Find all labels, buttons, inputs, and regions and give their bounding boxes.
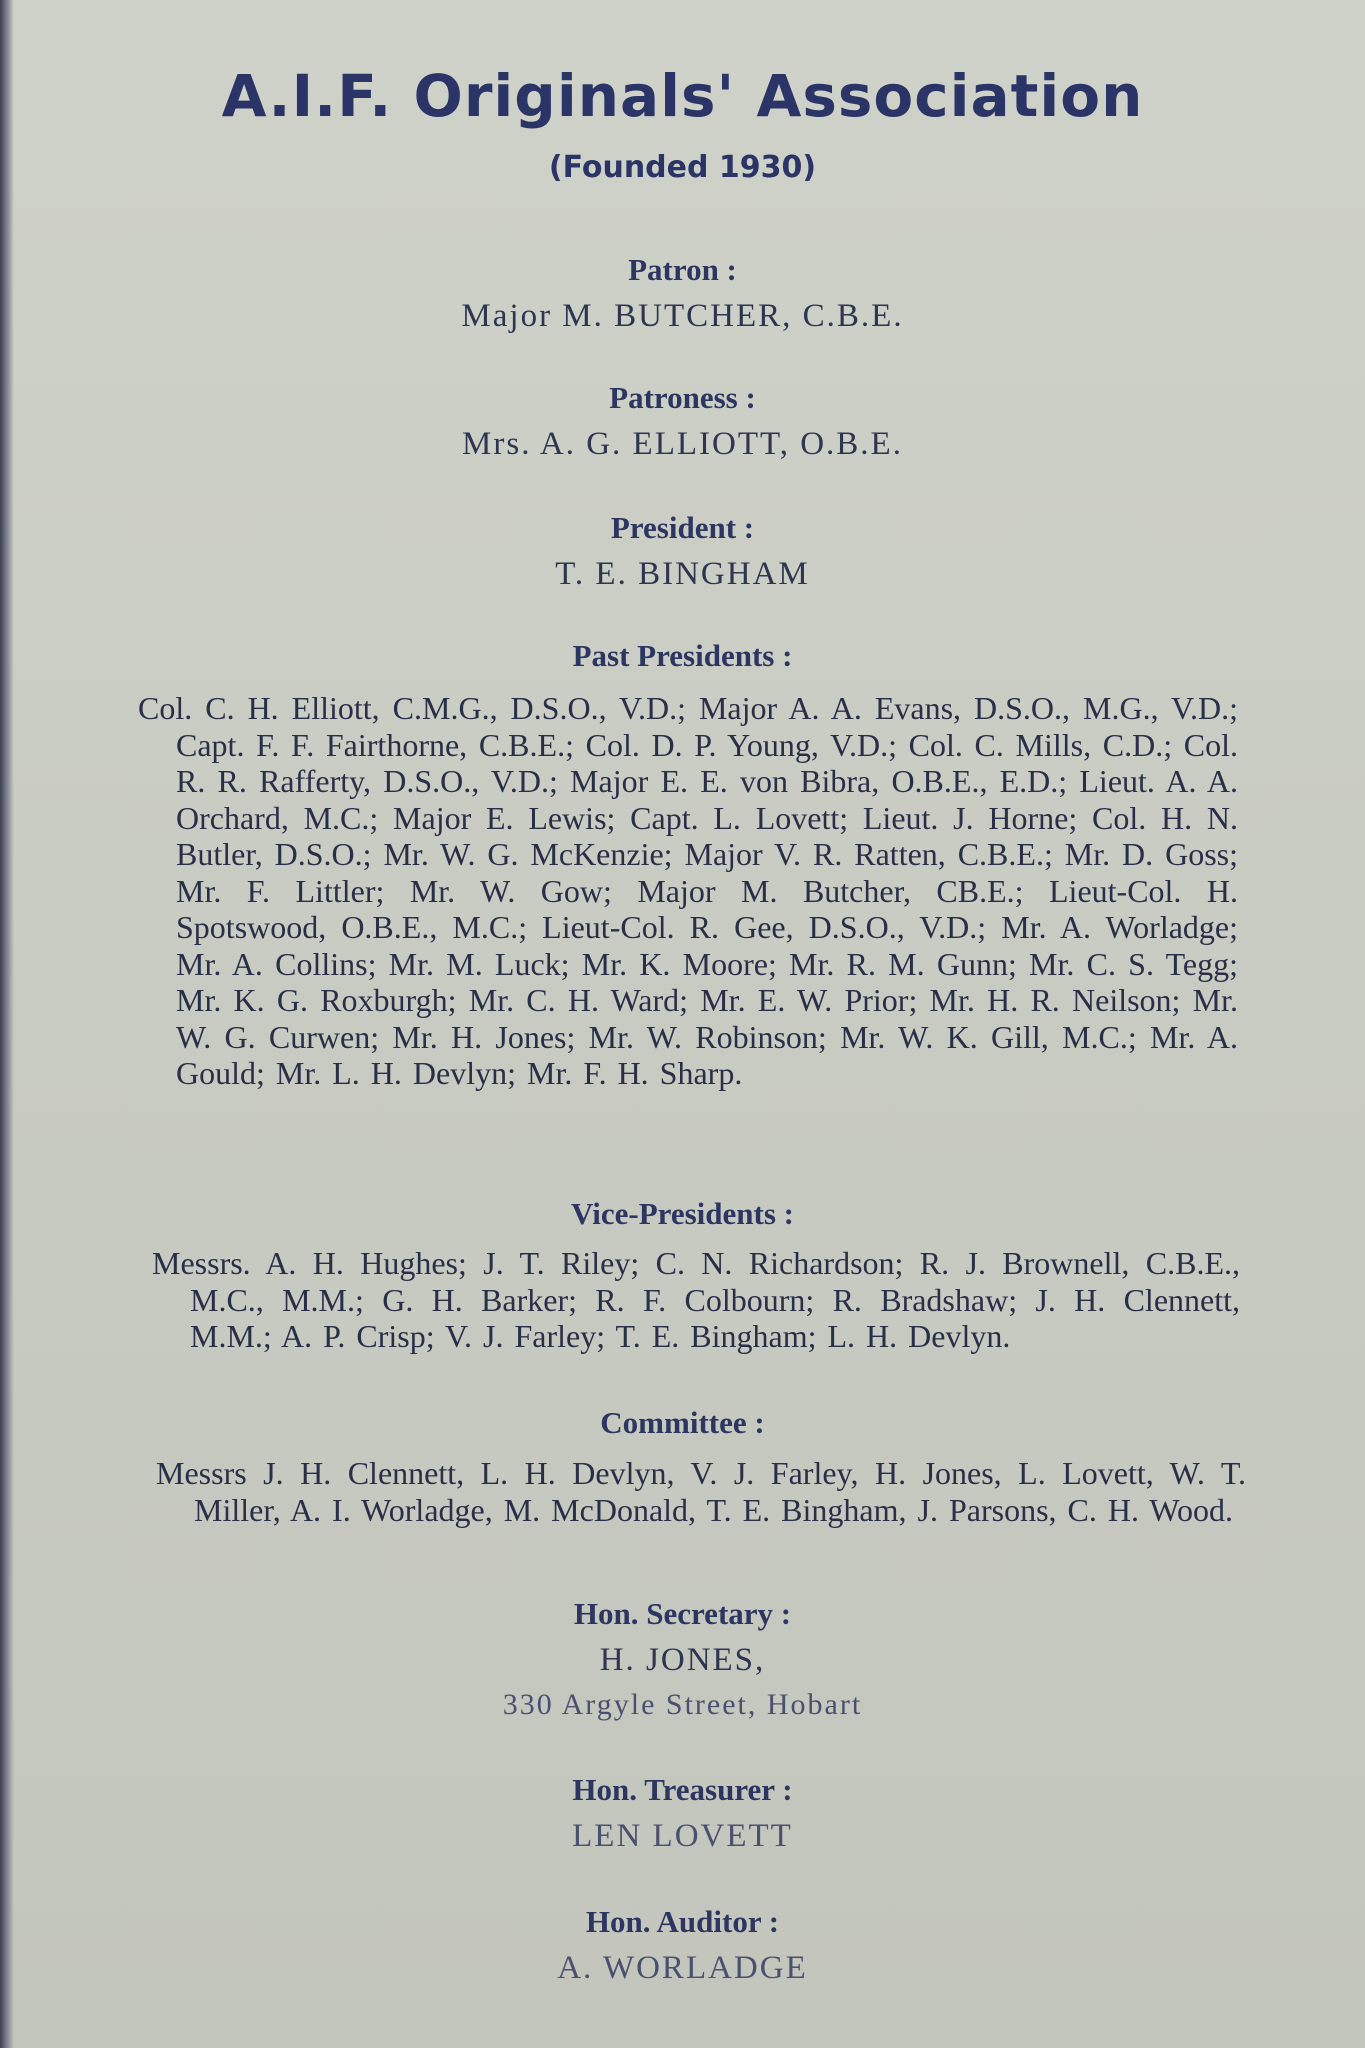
treasurer-heading: Hon. Treasurer :: [572, 1772, 793, 1807]
committee-heading: Committee :: [600, 1405, 765, 1440]
founded-subtitle: (Founded 1930): [548, 150, 817, 185]
patron-name: Major M. BUTCHER, C.B.E.: [461, 298, 904, 334]
vice-presidents-heading: Vice-Presidents :: [571, 1196, 794, 1231]
committee-list: Messrs J. H. Clennett, L. H. Devlyn, V. J. Farley, H. Jones, L. Lovett, W. T. Miller, A. I. Worladge, M. McDonald, T. E. Bingham, J. Parsons, C. H. Wood.: [156, 1455, 1246, 1528]
past-presidents-list: Col. C. H. Elliott, C.M.G., D.S.O., V.D.; Major A. A. Evans, D.S.O., M.G., V.D.; Capt. F. F. Fairthorne, C.B.E.; Col. D. P. Young, V.D.; Col. C. Mills, C.D.; Col. R. R. Rafferty, D.S.O., V.D.; Major E. E. von Bibra, O.B.E., E.D.; Lieut. A. A. Orchard, M.C.; Major E. Lewis; Capt. L. Lovett; Lieut. J. Horne; Col. H. N. Butler, D.S.O.; Mr. W. G. McKenzie; Major V. R. Ratten, C.B.E.; Mr. D. Goss; Mr. F. Littler; Mr. W. Gow; Major M. Butcher, CB.E.; Lieut-Col. H. Spotswood, O.B.E., M.C.; Lieut-Col. R. Gee, D.S.O., V.D.; Mr. A. Worladge; Mr. A. Collins; Mr. M. Luck; Mr. K. Moore; Mr. R. M. Gunn; Mr. C. S. Tegg; Mr. K. G. Roxburgh; Mr. C. H. Ward; Mr. E. W. Prior; Mr. H. R. Neilson; Mr. W. G. Curwen; Mr. H. Jones; Mr. W. Robinson; Mr. W. K. Gill, M.C.; Mr. A. Gould; Mr. L. H. Devlyn; Mr. F. H. Sharp.: [138, 690, 1238, 1091]
patroness-heading: Patroness :: [609, 380, 756, 415]
page-title: A.I.F. Originals' Association: [221, 62, 1144, 130]
patroness-name: Mrs. A. G. ELLIOTT, O.B.E.: [462, 426, 903, 462]
vice-presidents-list: Messrs. A. H. Hughes; J. T. Riley; C. N. Richardson; R. J. Brownell, C.B.E., M.C., M.M.; G. H. Barker; R. F. Colbourn; R. Bradshaw; J. H. Clennett, M.M.; A. P. Crisp; V. J. Farley; T. E. Bingham; L. H. Devlyn.: [152, 1245, 1240, 1354]
past-presidents-heading: Past Presidents :: [572, 638, 793, 673]
treasurer-name: LEN LOVETT: [572, 1818, 793, 1854]
president-heading: President :: [610, 510, 755, 545]
auditor-name: A. WORLADGE: [557, 1950, 808, 1986]
auditor-heading: Hon. Auditor :: [585, 1904, 780, 1939]
president-name: T. E. BINGHAM: [555, 556, 810, 592]
patron-heading: Patron :: [628, 252, 737, 287]
secretary-address: 330 Argyle Street, Hobart: [502, 1688, 863, 1721]
secretary-name: H. JONES,: [599, 1642, 766, 1678]
secretary-heading: Hon. Secretary :: [573, 1596, 792, 1631]
